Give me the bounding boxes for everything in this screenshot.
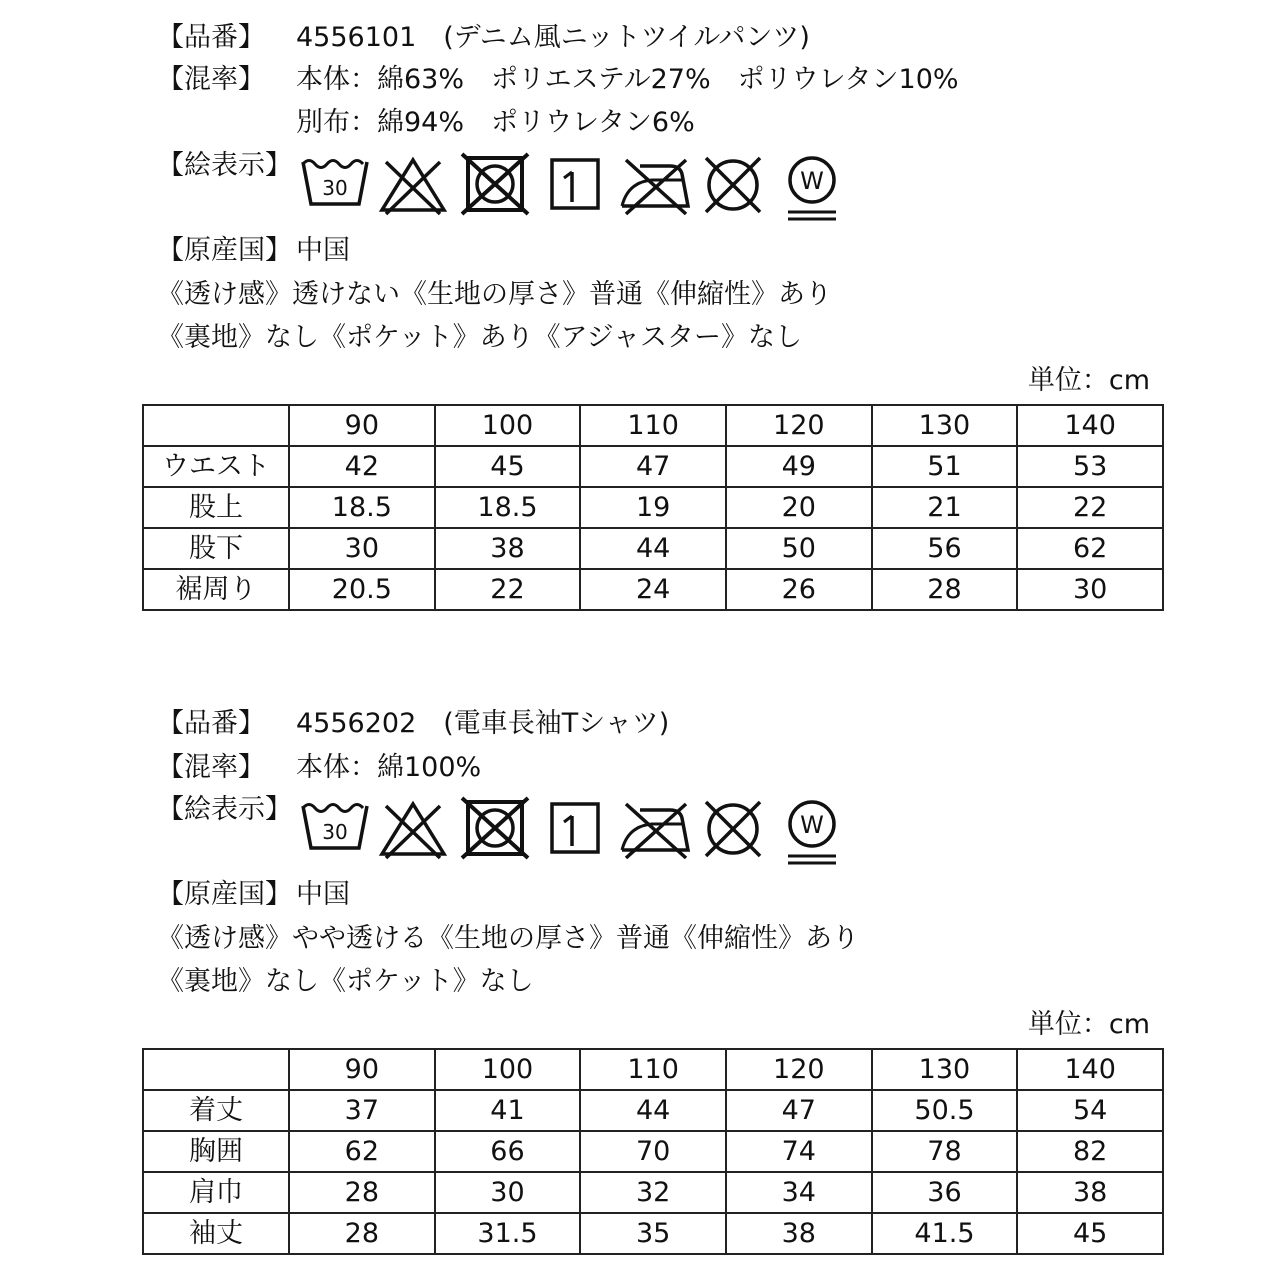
table-cell: 78	[872, 1131, 1018, 1172]
table-cell: 53	[1017, 446, 1163, 487]
table-cell: 54	[1017, 1090, 1163, 1131]
blend-body-value: 本体：綿100%	[296, 752, 482, 783]
table-cell: 31.5	[435, 1213, 581, 1254]
table-cell: 56	[872, 528, 1018, 569]
table-cell: 35	[580, 1213, 726, 1254]
table-cell: 45	[435, 446, 581, 487]
header-cell	[143, 1049, 289, 1090]
table-cell: 28	[289, 1213, 435, 1254]
row-label: 股下	[143, 528, 289, 569]
table-cell: 30	[1017, 569, 1163, 610]
attributes-line-2: 《裏地》なし《ポケット》あり《アジャスター》なし	[157, 322, 803, 353]
part-number-value: 4556101 (デニム風ニットツイルパンツ)	[296, 22, 810, 53]
attributes-line-1: 《透け感》透けない《生地の厚さ》普通《伸縮性》あり	[157, 279, 832, 310]
table-cell: 36	[872, 1172, 1018, 1213]
table-cell: 51	[872, 446, 1018, 487]
table-row	[143, 1131, 1163, 1172]
table-cell: 30	[435, 1172, 581, 1213]
no-iron-icon	[618, 796, 692, 862]
attributes-line-2: 《裏地》なし《ポケット》なし	[157, 966, 534, 997]
no-dry-clean-icon	[698, 796, 768, 862]
table-cell: 20.5	[289, 569, 435, 610]
row-label: 着丈	[143, 1090, 289, 1131]
header-cell: 110	[580, 1049, 726, 1090]
table-cell: 26	[726, 569, 872, 610]
part-number-value: 4556202 (電車長袖Tシャツ)	[296, 708, 670, 739]
header-cell: 90	[289, 405, 435, 446]
header-cell: 140	[1017, 405, 1163, 446]
table-cell: 20	[726, 487, 872, 528]
table-cell: 47	[726, 1090, 872, 1131]
row-label: 股上	[143, 487, 289, 528]
table-cell: 34	[726, 1172, 872, 1213]
header-cell: 100	[435, 1049, 581, 1090]
table-cell: 38	[1017, 1172, 1163, 1213]
origin-value: 中国	[296, 879, 350, 910]
wet-clean-icon	[782, 796, 842, 872]
line-dry-icon	[546, 152, 606, 218]
part-number-label: 【品番】	[157, 708, 265, 739]
table-cell: 45	[1017, 1213, 1163, 1254]
header-cell: 120	[726, 405, 872, 446]
svg-text:W: W	[800, 811, 824, 839]
table-cell: 66	[435, 1131, 581, 1172]
header-cell: 90	[289, 1049, 435, 1090]
table-cell: 28	[872, 569, 1018, 610]
header-cell: 110	[580, 405, 726, 446]
table-cell: 21	[872, 487, 1018, 528]
svg-text:30: 30	[322, 820, 348, 844]
origin-value: 中国	[296, 235, 350, 266]
size-table	[142, 404, 1164, 611]
row-label: 胸囲	[143, 1131, 289, 1172]
no-bleach-icon	[378, 796, 448, 862]
svg-text:W: W	[800, 167, 824, 195]
wet-clean-icon	[782, 152, 842, 228]
table-cell: 62	[289, 1131, 435, 1172]
row-label: 肩巾	[143, 1172, 289, 1213]
origin-label: 【原産国】	[157, 235, 292, 266]
care-icons	[296, 796, 856, 876]
table-cell: 30	[289, 528, 435, 569]
unit-label: 単位：cm	[1027, 1009, 1150, 1040]
table-cell: 50.5	[872, 1090, 1018, 1131]
size-table-header	[143, 405, 1163, 446]
table-cell: 74	[726, 1131, 872, 1172]
blend-sub-fabric-value: 別布：綿94% ポリウレタン6%	[296, 107, 695, 138]
care-label: 【絵表示】	[157, 150, 292, 181]
table-cell: 44	[580, 1090, 726, 1131]
table-row	[143, 446, 1163, 487]
table-cell: 70	[580, 1131, 726, 1172]
table-row	[143, 1090, 1163, 1131]
table-row	[143, 1172, 1163, 1213]
table-cell: 49	[726, 446, 872, 487]
table-cell: 38	[435, 528, 581, 569]
header-cell	[143, 405, 289, 446]
table-row	[143, 528, 1163, 569]
no-tumble-dry-icon	[460, 796, 530, 862]
row-label: 袖丈	[143, 1213, 289, 1254]
row-label: 裾周り	[143, 569, 289, 610]
unit-label: 単位：cm	[1027, 365, 1150, 396]
part-number-label: 【品番】	[157, 22, 265, 53]
table-cell: 82	[1017, 1131, 1163, 1172]
wash-30-icon	[300, 796, 370, 862]
table-cell: 38	[726, 1213, 872, 1254]
table-row	[143, 569, 1163, 610]
wash-30-icon	[300, 152, 370, 218]
origin-label: 【原産国】	[157, 879, 292, 910]
table-cell: 42	[289, 446, 435, 487]
table-cell: 28	[289, 1172, 435, 1213]
no-dry-clean-icon	[698, 152, 768, 218]
line-dry-icon	[546, 796, 606, 862]
table-cell: 50	[726, 528, 872, 569]
table-cell: 24	[580, 569, 726, 610]
size-table-header	[143, 1049, 1163, 1090]
header-cell: 130	[872, 1049, 1018, 1090]
table-cell: 18.5	[289, 487, 435, 528]
no-tumble-dry-icon	[460, 152, 530, 218]
header-cell: 130	[872, 405, 1018, 446]
blend-label: 【混率】	[157, 64, 265, 95]
table-cell: 19	[580, 487, 726, 528]
header-cell: 120	[726, 1049, 872, 1090]
table-cell: 22	[1017, 487, 1163, 528]
no-iron-icon	[618, 152, 692, 218]
table-cell: 41	[435, 1090, 581, 1131]
care-icons	[296, 152, 856, 232]
header-cell: 100	[435, 405, 581, 446]
header-cell: 140	[1017, 1049, 1163, 1090]
table-cell: 32	[580, 1172, 726, 1213]
table-cell: 22	[435, 569, 581, 610]
table-cell: 37	[289, 1090, 435, 1131]
blend-label: 【混率】	[157, 752, 265, 783]
row-label: ウエスト	[143, 446, 289, 487]
size-table	[142, 1048, 1164, 1255]
table-cell: 18.5	[435, 487, 581, 528]
table-cell: 47	[580, 446, 726, 487]
table-cell: 44	[580, 528, 726, 569]
attributes-line-1: 《透け感》やや透ける《生地の厚さ》普通《伸縮性》あり	[157, 923, 859, 954]
table-cell: 62	[1017, 528, 1163, 569]
no-bleach-icon	[378, 152, 448, 218]
blend-body-value: 本体：綿63% ポリエステル27% ポリウレタン10%	[296, 64, 959, 95]
table-cell: 41.5	[872, 1213, 1018, 1254]
svg-text:30: 30	[322, 176, 348, 200]
table-row	[143, 487, 1163, 528]
table-row	[143, 1213, 1163, 1254]
care-label: 【絵表示】	[157, 794, 292, 825]
